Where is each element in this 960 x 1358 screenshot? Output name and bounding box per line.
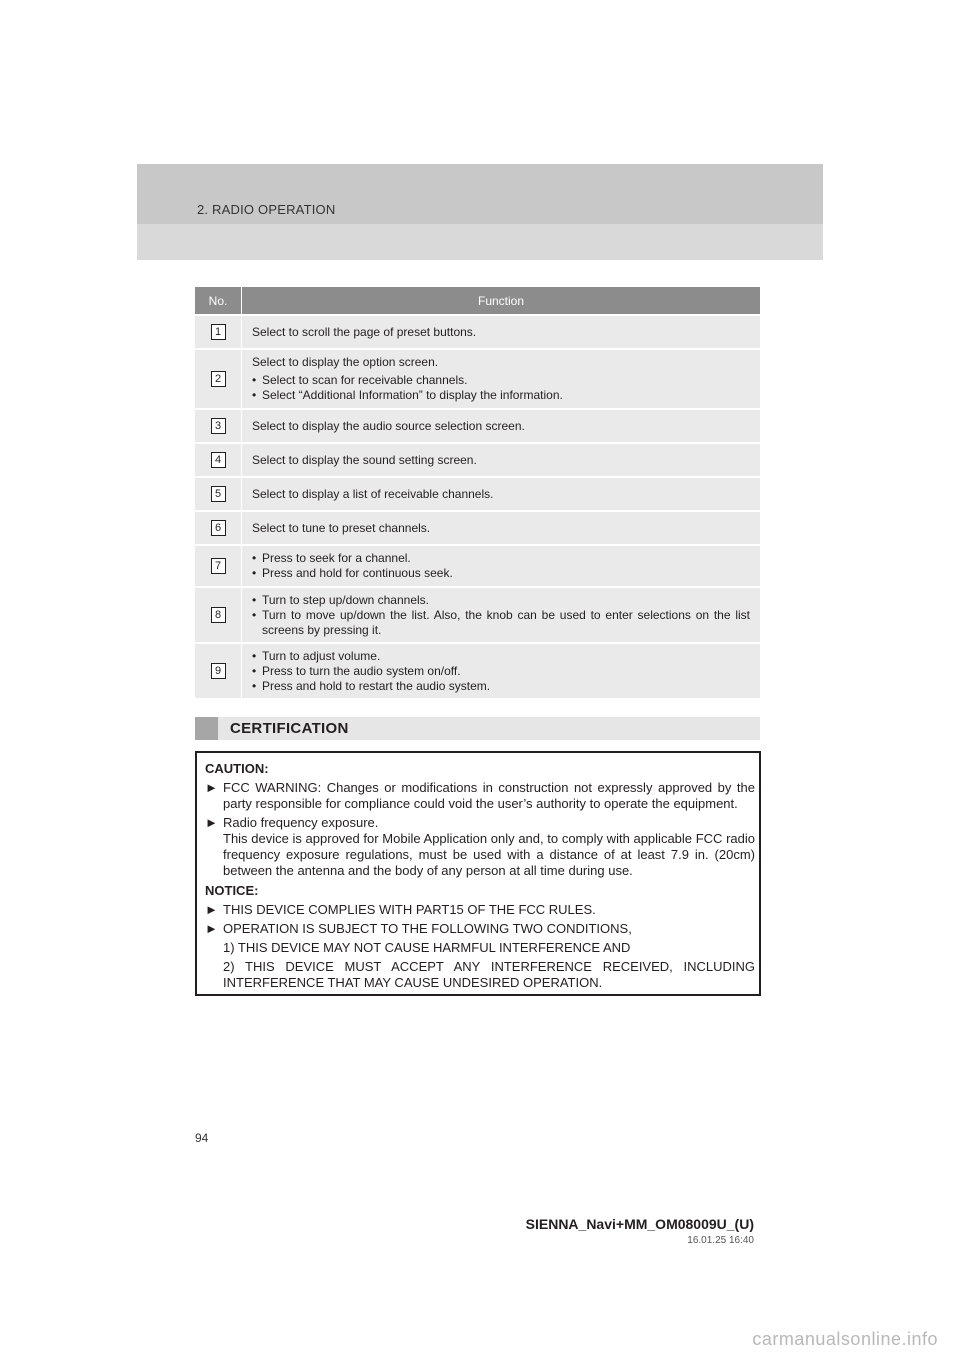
row-text: Select to display the sound setting screen. [252, 452, 477, 467]
row-number: 2 [211, 371, 226, 387]
table-row [195, 586, 760, 642]
caution-item-text: FCC WARNING: Changes or modifications in construction not expressly approved by the party responsible for compliance could void the user’s authority to operate the equipment. [223, 780, 755, 811]
column-header-no: No. [195, 287, 242, 314]
notice-item-text: OPERATION IS SUBJECT TO THE FOLLOWING TWO CONDITIONS, [223, 921, 632, 936]
triangle-bullet-icon: ► [205, 921, 218, 936]
row-bullet: • Turn to move up/down the list. Also, the knob can be used to enter selections on the list screens by pressing it. [252, 608, 750, 638]
row-text: Select to display a list of receivable channels. [252, 486, 494, 501]
certification-title: CERTIFICATION [230, 720, 349, 737]
certification-box [195, 751, 761, 996]
row-number: 9 [211, 663, 226, 679]
row-text: Select to display the audio source selection screen. [252, 418, 525, 433]
row-bullet: • Select to scan for receivable channels. [252, 373, 750, 388]
triangle-bullet-icon: ► [205, 902, 218, 917]
function-table [195, 287, 760, 698]
caution-item-text: Radio frequency exposure. [223, 815, 379, 830]
notice-item [205, 921, 755, 937]
section-title: 2. RADIO OPERATION [197, 202, 336, 217]
row-number: 8 [211, 607, 226, 623]
triangle-bullet-icon: ► [205, 780, 218, 795]
row-bullet: • Press and hold to restart the audio system. [252, 679, 750, 694]
row-number: 1 [211, 324, 226, 340]
row-text: Select to tune to preset channels. [252, 520, 431, 535]
row-number: 3 [211, 418, 226, 434]
document-id: SIENNA_Navi+MM_OM08009U_(U) [525, 1216, 754, 1232]
notice-condition: 2) THIS DEVICE MUST ACCEPT ANY INTERFERENCE RECEIVED, INCLUDING INTERFERENCE THAT MAY CAUSE UNDESIRED OPERATION. [223, 959, 755, 990]
row-number: 6 [211, 520, 226, 536]
row-bullet: • Select “Additional Information” to display the information. [252, 388, 750, 403]
caution-detail: This device is approved for Mobile Application only and, to comply with applicable FCC radio frequency exposure regulations, must be used with a distance of at least 7.9 in. (20cm) between the antenna and the body of any person at all time during use. [223, 831, 755, 878]
caution-item [205, 780, 755, 812]
header-strip [137, 164, 823, 224]
caution-label: CAUTION: [205, 761, 269, 776]
row-bullet: • Turn to step up/down channels. [252, 593, 750, 608]
document-date: 16.01.25 16:40 [687, 1235, 754, 1246]
heading-marker [195, 717, 218, 740]
row-text: Select to display the option screen. [252, 355, 439, 369]
notice-item-text: THIS DEVICE COMPLIES WITH PART15 OF THE FCC RULES. [223, 902, 596, 917]
table-row [195, 314, 760, 348]
row-bullet: • Turn to adjust volume. [252, 649, 750, 664]
row-number: 5 [211, 486, 226, 502]
table-row [195, 408, 760, 442]
table-row [195, 510, 760, 544]
row-number: 7 [211, 558, 226, 574]
table-row [195, 476, 760, 510]
table-header [195, 287, 760, 314]
page-number: 94 [195, 1131, 209, 1145]
row-text: Select to scroll the page of preset buttons. [252, 324, 477, 339]
table-row [195, 442, 760, 476]
row-bullet: • Press and hold for continuous seek. [252, 566, 750, 581]
row-bullet: • Press to seek for a channel. [252, 551, 750, 566]
row-bullet: • Press to turn the audio system on/off. [252, 664, 750, 679]
table-row [195, 348, 760, 408]
triangle-bullet-icon: ► [205, 815, 218, 830]
caution-item [205, 815, 755, 831]
table-row [195, 642, 760, 698]
certification-heading [195, 717, 760, 740]
watermark: carmanualsonline.info [752, 1329, 938, 1349]
notice-condition: 1) THIS DEVICE MAY NOT CAUSE HARMFUL INTERFERENCE AND [223, 940, 631, 955]
header-band [137, 164, 823, 260]
notice-label: NOTICE: [205, 883, 259, 898]
row-number: 4 [211, 452, 226, 468]
column-header-function: Function [477, 293, 525, 308]
notice-item [205, 902, 755, 918]
table-row [195, 544, 760, 586]
